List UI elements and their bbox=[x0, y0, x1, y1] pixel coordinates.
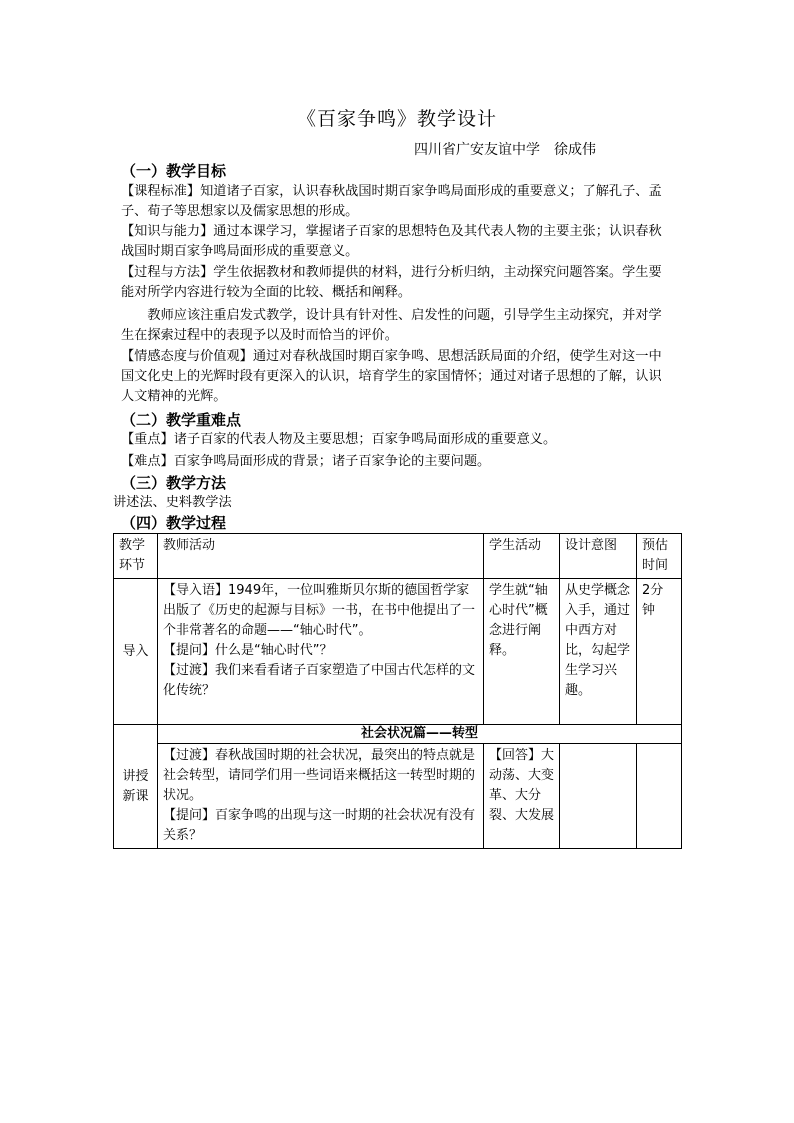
time-cell bbox=[637, 744, 682, 849]
header-teacher: 教师活动 bbox=[158, 534, 484, 579]
method-text: 讲述法、史料教学法 bbox=[113, 495, 232, 510]
intent-cell bbox=[560, 744, 637, 849]
heading-key-points: （二）教学重难点 bbox=[121, 411, 242, 429]
author-line: 四川省广安友谊中学 徐成伟 bbox=[414, 142, 596, 158]
time-cell: 2分钟 bbox=[637, 579, 682, 725]
key-point-difficulty: 【难点】百家争鸣局面形成的背景；诸子百家争论的主要问题。 bbox=[121, 454, 491, 469]
header-intent: 设计意图 bbox=[560, 534, 637, 579]
teacher-transition: 【过渡】春秋战国时期的社会状况，最突出的特点就是社会转型，请同学们用一些词语来概括这一转型时期的状况。 bbox=[163, 748, 476, 803]
table-header-row bbox=[114, 534, 682, 579]
goal-emotion: 【情感态度与价值观】通过对春秋战国时期百家争鸣、思想活跃局面的介绍，使学生对这一中国文化史上的光辉时段有更深入的认识，培育学生的家国情怀；通过对诸子思想的了解，认识人文精神的光辉。 bbox=[121, 349, 662, 404]
teacher-cell bbox=[158, 579, 484, 725]
teacher-question: 【提问】百家争鸣的出现与这一时期的社会状况有没有关系？ bbox=[163, 808, 476, 843]
document-title: 《百家争鸣》教学设计 bbox=[296, 108, 497, 130]
header-student: 学生活动 bbox=[484, 534, 560, 579]
table-row bbox=[114, 744, 682, 849]
header-time: 预估时间 bbox=[637, 534, 682, 579]
stage-cell: 导入 bbox=[114, 579, 158, 725]
teaching-process-table bbox=[113, 533, 682, 849]
goal-teacher: 教师应该注重启发式教学，设计具有针对性、启发性的问题，引导学生主动探究，并对学生在探索过程中的表现予以及时而恰当的评价。 bbox=[121, 308, 662, 343]
student-cell: 学生就“轴心时代”概念进行阐释。 bbox=[484, 579, 560, 725]
teacher-transition: 【过渡】我们来看看诸子百家塑造了中国古代怎样的文化传统？ bbox=[163, 663, 476, 698]
goal-process: 【过程与方法】学生依据教材和教师提供的材料，进行分析归纳，主动探究问题答案。学生要能对所学内容进行较为全面的比较、概括和阐释。 bbox=[121, 265, 662, 300]
teacher-intro: 【导入语】1949年，一位叫雅斯贝尔斯的德国哲学家出版了《历史的起源与目标》一书，在书中他提出了一个非常著名的命题——“轴心时代”。 bbox=[163, 583, 476, 638]
goal-standard: 【课程标准】知道诸子百家，认识春秋战国时期百家争鸣局面形成的重要意义；了解孔子、孟子、荀子等思想家以及儒家思想的形成。 bbox=[121, 184, 662, 219]
student-cell: 【回答】大动荡、大变革、大分裂、大发展 bbox=[484, 744, 560, 849]
section-title-row bbox=[114, 725, 682, 744]
section-title: 社会状况篇——转型 bbox=[158, 725, 682, 744]
teacher-cell bbox=[158, 744, 484, 849]
heading-method: （三）教学方法 bbox=[121, 474, 227, 492]
heading-process: （四）教学过程 bbox=[121, 514, 227, 532]
intent-cell: 从史学概念入手，通过中西方对比，勾起学生学习兴趣。 bbox=[560, 579, 637, 725]
key-point-focus: 【重点】诸子百家的代表人物及主要思想；百家争鸣局面形成的重要意义。 bbox=[121, 432, 557, 447]
table-row bbox=[114, 579, 682, 725]
teacher-question: 【提问】什么是“轴心时代”？ bbox=[163, 643, 333, 658]
header-stage: 教学环节 bbox=[114, 534, 158, 579]
goal-knowledge: 【知识与能力】通过本课学习，掌握诸子百家的思想特色及其代表人物的主要主张；认识春秋战国时期百家争鸣局面形成的重要意义。 bbox=[121, 224, 662, 259]
stage-cell: 讲授新课 bbox=[114, 725, 158, 849]
heading-goals: （一）教学目标 bbox=[121, 162, 227, 180]
